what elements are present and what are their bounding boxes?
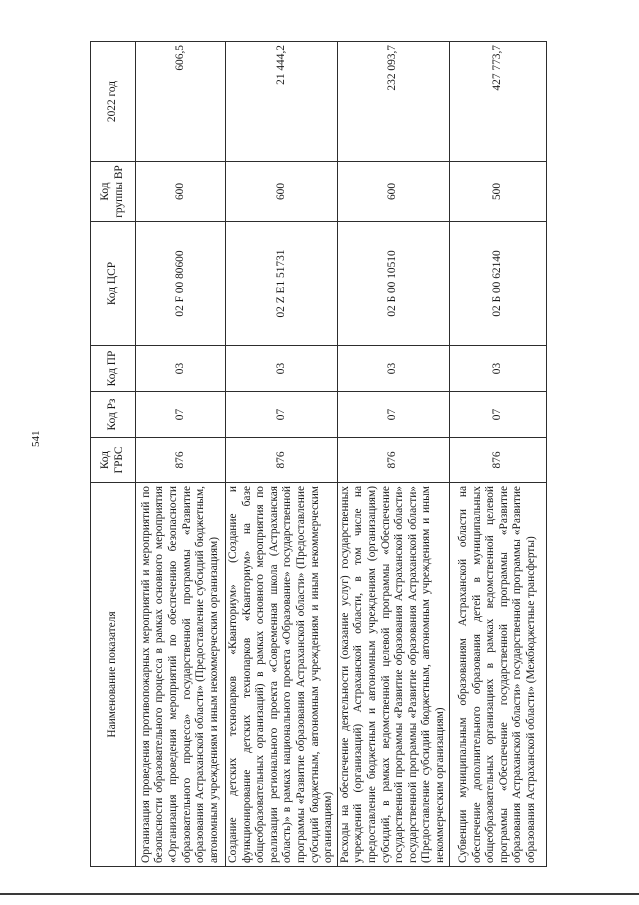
row-rz: 07 xyxy=(337,392,449,438)
row-grbs: 876 xyxy=(226,438,338,483)
header-rz: Код Рз xyxy=(91,392,136,438)
table-row xyxy=(337,42,449,867)
row-rz: 07 xyxy=(136,392,226,438)
row-name: Субвенции муниципальным образованиям Астраханской области на обеспечение дополнительного образования детей в муниципальных общеобразовательных организациях в рамках ведомственной целевой программы «Обеспечение государственной программы «Развитие образования Астраханской области» государственной программы «Развитие образования Астраханской области» (Межбюджетные трансферты) xyxy=(449,483,546,867)
row-pr: 03 xyxy=(449,346,546,392)
table-header-row xyxy=(91,42,136,867)
row-csr: 02 F 00 80600 xyxy=(136,222,226,346)
row-value: 427 773,7 xyxy=(449,42,546,162)
header-name: Наименование показателя xyxy=(91,483,136,867)
row-csr: 02 Z E1 51731 xyxy=(226,222,338,346)
table-row xyxy=(226,42,338,867)
row-value: 232 093,7 xyxy=(337,42,449,162)
scan-edge-line xyxy=(0,893,639,895)
header-pr: Код ПР xyxy=(91,346,136,392)
row-vr: 600 xyxy=(337,162,449,222)
row-pr: 03 xyxy=(337,346,449,392)
row-name: Создание детских технопарков «Кванториум» (Создание и функционирование детских технопарков «Кванториум» на базе общеобразовательных организаций) в рамках основного мероприятия по реализации регионального проекта «Современная школа (Астраханская область)» в рамках национального проекта «Образование» государственной программы «Развитие образования Астраханской области» (Предоставление субсидий бюджетным, автономным учреждениям и иным некоммерческим организациям) xyxy=(226,483,338,867)
row-name: Организация проведения противопожарных мероприятий и мероприятий по безопасности образовательного процесса в рамках основного мероприятия «Организация проведения мероприятий по обеспечению безопасности образовательного процесса» государственной программы «Развитие образования Астраханской области» (Предоставление субсидий бюджетным, автономным учреждениям и иным некоммерческим организациям) xyxy=(136,483,226,867)
budget-table xyxy=(90,41,547,867)
row-grbs: 876 xyxy=(449,438,546,483)
row-vr: 500 xyxy=(449,162,546,222)
header-vr: Код группы ВР xyxy=(91,162,136,222)
row-vr: 600 xyxy=(136,162,226,222)
row-pr: 03 xyxy=(226,346,338,392)
row-grbs: 876 xyxy=(337,438,449,483)
header-csr: Код ЦСР xyxy=(91,222,136,346)
row-value: 21 444,2 xyxy=(226,42,338,162)
page-number: 541 xyxy=(30,430,42,447)
table-row xyxy=(136,42,226,867)
rotated-table-wrapper xyxy=(90,42,536,867)
row-csr: 02 Б 00 62140 xyxy=(449,222,546,346)
header-grbs: Код ГРБС xyxy=(91,438,136,483)
row-pr: 03 xyxy=(136,346,226,392)
row-grbs: 876 xyxy=(136,438,226,483)
header-year: 2022 год xyxy=(91,42,136,162)
row-csr: 02 Б 00 10510 xyxy=(337,222,449,346)
table-row xyxy=(449,42,546,867)
row-name: Расходы на обеспечение деятельности (оказание услуг) государственных учреждений (организаций) Астраханской области, в том числе на предоставление бюджетным и автономным учреждениям (организациям) субсидий, в рамках ведомственной целевой программы «Обеспечение государственной программы «Развитие образования Астраханской области» государственной программы «Развитие образования Астраханской области» (Предоставление субсидий бюджетным, автономным учреждениям и иным некоммерческим организациям) xyxy=(337,483,449,867)
row-rz: 07 xyxy=(226,392,338,438)
row-vr: 600 xyxy=(226,162,338,222)
row-rz: 07 xyxy=(449,392,546,438)
row-value: 606,5 xyxy=(136,42,226,162)
